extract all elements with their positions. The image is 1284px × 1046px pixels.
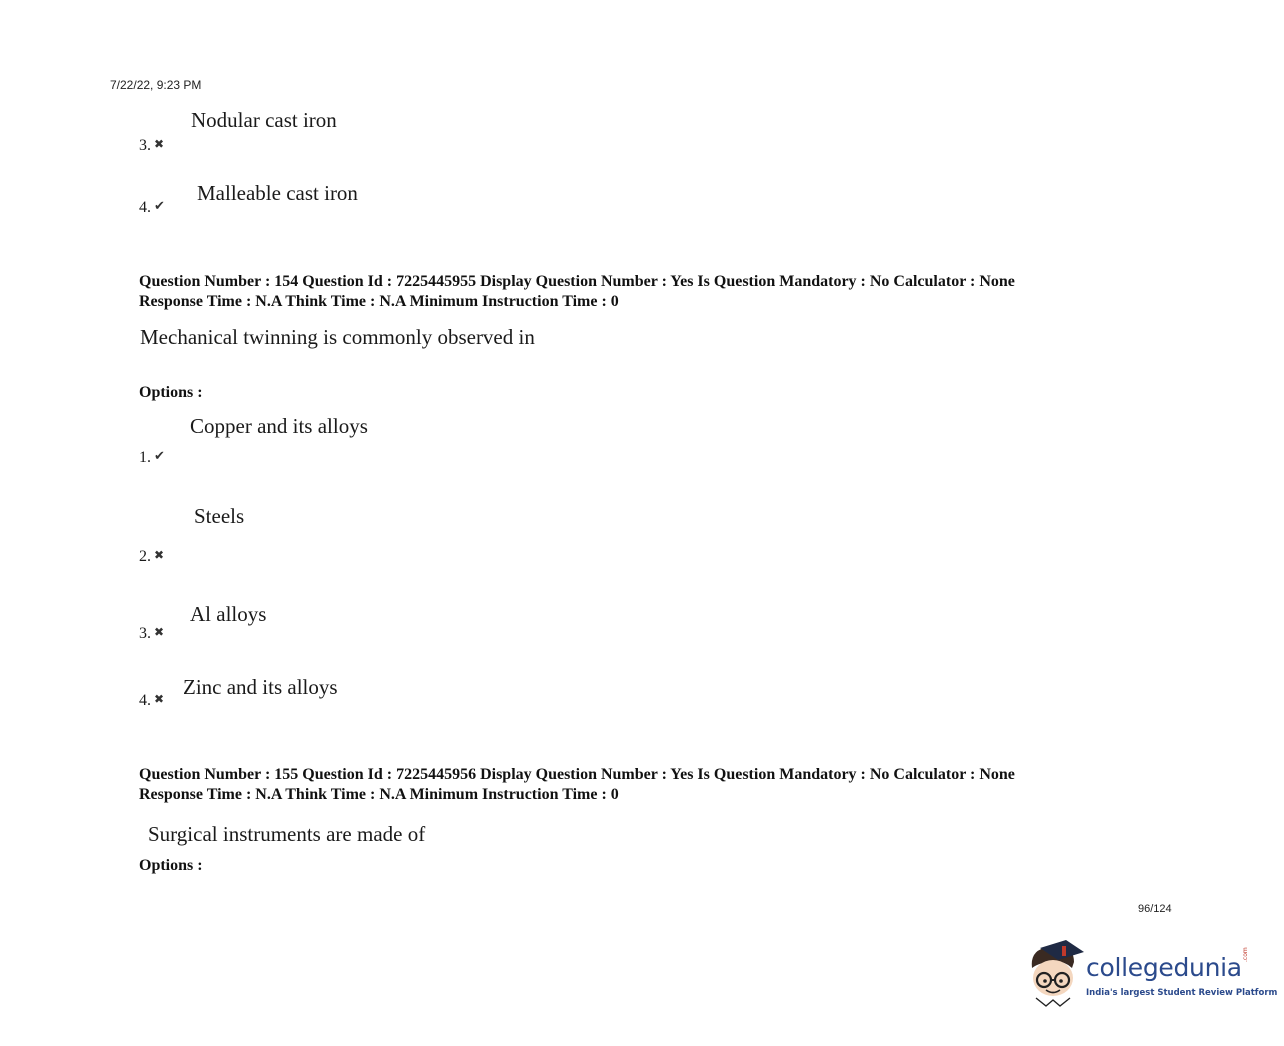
question-text: Surgical instruments are made of	[148, 822, 426, 846]
question-meta-line-1: Question Number : 154 Question Id : 7225445955 Display Question Number : Yes Is Question Mandatory : No Calculator : None	[139, 273, 1015, 290]
option-number	[139, 449, 165, 467]
option-number-label: 4.	[139, 199, 151, 216]
option-text: Malleable cast iron	[197, 181, 358, 205]
cross-icon: ✖	[154, 692, 165, 706]
question-meta-line-2: Response Time : N.A Think Time : N.A Minimum Instruction Time : 0	[139, 293, 619, 310]
check-icon: ✔	[154, 449, 165, 464]
option-text: Al alloys	[190, 602, 267, 626]
option-text: Copper and its alloys	[190, 414, 368, 438]
options-label: Options :	[139, 857, 203, 874]
question-meta-line-2: Response Time : N.A Think Time : N.A Minimum Instruction Time : 0	[139, 786, 619, 803]
option-number	[139, 137, 164, 155]
cross-icon: ✖	[154, 625, 165, 639]
option-number-label: 1.	[139, 449, 151, 466]
option-text: Steels	[194, 504, 245, 528]
check-icon: ✔	[154, 199, 165, 214]
question-meta-line-1: Question Number : 155 Question Id : 7225445956 Display Question Number : Yes Is Question Mandatory : No Calculator : None	[139, 766, 1015, 783]
page-number: 96/124	[1138, 903, 1172, 915]
option-number-label: 3.	[139, 625, 151, 642]
question-meta	[139, 272, 1015, 312]
option-text: Zinc and its alloys	[183, 675, 338, 699]
question-text: Mechanical twinning is commonly observed in	[140, 325, 535, 349]
logo-wordmark: collegedunia	[1086, 953, 1242, 982]
option-number	[139, 548, 164, 566]
print-timestamp: 7/22/22, 9:23 PM	[110, 78, 202, 92]
option-number-label: 3.	[139, 137, 151, 154]
logo-tagline: India's largest Student Review Platform	[1086, 988, 1278, 998]
option-number-label: 2.	[139, 548, 151, 565]
cross-icon: ✖	[154, 137, 165, 151]
option-number	[139, 625, 164, 643]
options-label: Options :	[139, 384, 203, 401]
mascot-icon	[1024, 938, 1088, 1010]
question-meta	[139, 765, 1015, 805]
option-number	[139, 692, 164, 710]
option-number	[139, 199, 165, 217]
cross-icon: ✖	[154, 548, 165, 562]
option-number-label: 4.	[139, 692, 151, 709]
logo-suffix: .com	[1242, 947, 1249, 962]
option-text: Nodular cast iron	[191, 108, 337, 132]
